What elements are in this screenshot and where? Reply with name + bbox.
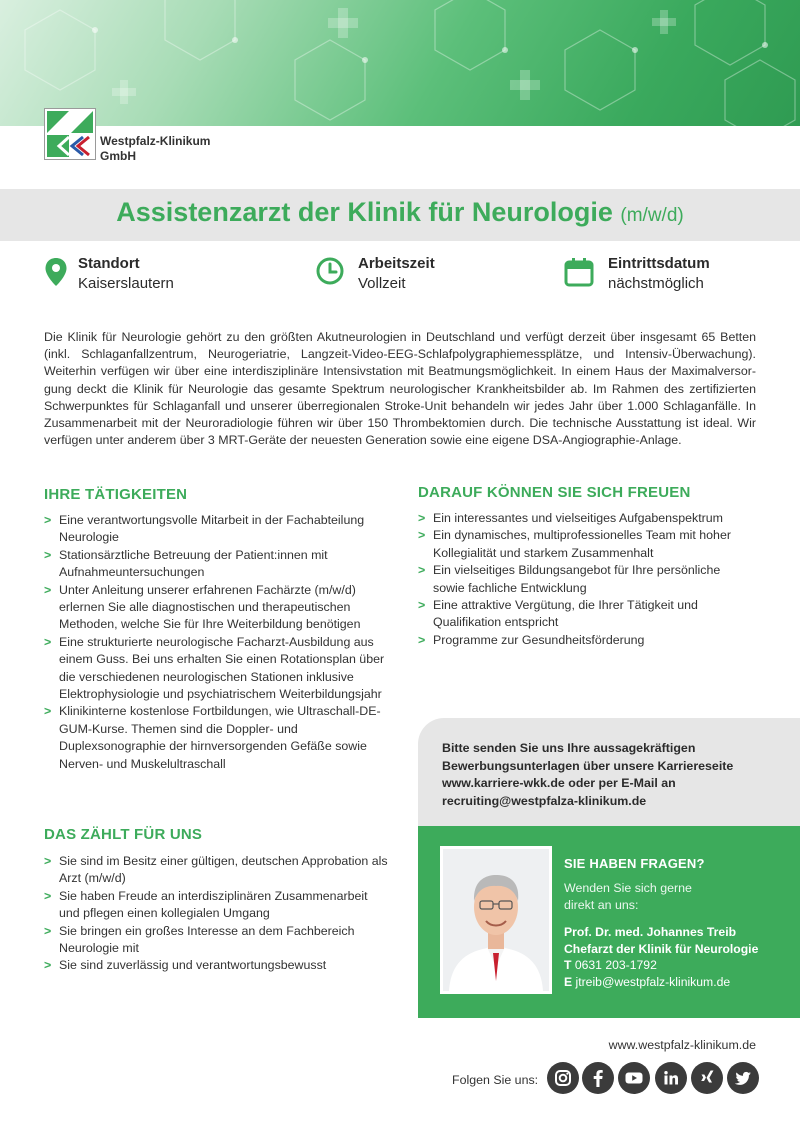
list-item: > Unter Anleitung unserer erfahrenen Fachärzte (m/w/d) erlernen Sie alle diagnostischen und therapeutischen Methoden, welche Sie für Ihre Weiterbildung benötigen bbox=[44, 582, 389, 634]
list-item: > Eine attraktive Vergütung, die Ihrer Tätigkeit und Qualifikation entspricht bbox=[418, 597, 738, 632]
career-link[interactable]: www.karriere-wkk.de oder per E-Mail an bbox=[442, 776, 676, 791]
list-item: > Ein interessantes und vielseitiges Aufgabenspektrum bbox=[418, 510, 738, 527]
hexagon-pattern bbox=[0, 0, 800, 126]
intro-paragraph: Die Klinik für Neurologie gehört zu den größten Akutneurologien in Deutschland und verfügt derzeit über insgesamt 65 Betten (inkl. Schlaganfallzentrum, Neurogeriatrie, Langzeit-Video-EEG-Schlafpolygraphiemessplätze, und Intensiv-Überwachung). Weiterhin verfügen wir über eine interdisziplinäre Intensivstation mit Beatmungsmöglichkeit. In einem Haus der Maximalversorgung deckt die Klinik für Neurologie das gesamte Spektrum neurologischer Krankheitsbilder ab. Im Rahmen des zertifizierten Schwerpunktes für Schlaganfall und unserer überregionalen Stroke-Unit behandeln wir jedes Jahr über 1.000 Schlaganfälle. In Zusammenarbeit mit der Neuroradiologie führen wir über 150 Thrombektomien durch. Die technische Ausstattung ist ideal. Wir verfügen unter anderem über 3 MRT-Geräte der neuesten Generation sowie eine eigene DSA-Angiographie-Anlage. bbox=[44, 330, 756, 448]
contact-subtext-line: direkt an uns: bbox=[564, 898, 639, 913]
twitter-icon[interactable] bbox=[727, 1062, 759, 1094]
fact-label: Eintrittsdatum bbox=[608, 255, 710, 272]
list-item: > Ein vielseitiges Bildungsangebot für Ihre persönliche sowie fachliche Entwicklung bbox=[418, 562, 738, 597]
phone-label: T bbox=[564, 958, 572, 972]
recruiting-email-link[interactable]: recruiting@westpfalza-klinikum.de bbox=[442, 793, 647, 808]
application-text bbox=[442, 740, 782, 810]
list-item: > Programme zur Gesundheitsförderung bbox=[418, 632, 738, 649]
contact-phone[interactable] bbox=[564, 957, 794, 974]
fact-label: Arbeitszeit bbox=[358, 255, 435, 272]
list-item: > Stationsärztliche Betreuung der Patient:innen mit Aufnahmeuntersuchungen bbox=[44, 547, 389, 582]
linkedin-icon[interactable] bbox=[655, 1062, 687, 1094]
section-heading-taetigkeiten: IHRE TÄTIGKEITEN bbox=[44, 486, 188, 503]
list-item: > Sie sind zuverlässig und verantwortungsbewusst bbox=[44, 957, 389, 974]
contact-subtext bbox=[564, 880, 764, 915]
application-line: Bitte senden Sie uns Ihre aussagekräftigen bbox=[442, 741, 696, 755]
job-title-suffix: (m/w/d) bbox=[620, 205, 684, 226]
section-heading-freuen: DARAUF KÖNNEN SIE SICH FREUEN bbox=[418, 484, 691, 501]
website-link[interactable]: www.westpfalz-klinikum.de bbox=[608, 1038, 756, 1052]
youtube-icon[interactable] bbox=[618, 1062, 650, 1094]
instagram-icon[interactable] bbox=[547, 1062, 579, 1094]
fact-label: Standort bbox=[78, 255, 140, 272]
section-heading-zaehlt: DAS ZÄHLT FÜR UNS bbox=[44, 826, 203, 843]
job-title bbox=[0, 197, 800, 228]
fact-value: nächstmöglich bbox=[608, 275, 704, 292]
email-label: E bbox=[564, 974, 573, 989]
logo-mark bbox=[45, 109, 95, 159]
company-name-line1: Westpfalz-Klinikum bbox=[100, 134, 211, 148]
contact-photo bbox=[440, 846, 552, 994]
application-line: Bewerbungsunterlagen über unsere Karriereseite bbox=[442, 758, 734, 773]
header-banner bbox=[0, 0, 800, 126]
company-name bbox=[100, 134, 210, 164]
contact-details bbox=[564, 924, 794, 990]
list-item: > Sie sind im Besitz einer gültigen, deutschen Approbation als Arzt (m/w/d) bbox=[44, 853, 389, 888]
company-name-line2: GmbH bbox=[100, 149, 136, 163]
application-box bbox=[418, 718, 800, 826]
contact-subtext-line: Wenden Sie sich gerne bbox=[564, 881, 692, 895]
contact-role: Chefarzt der Klinik für Neurologie bbox=[564, 941, 759, 956]
clock-icon bbox=[316, 257, 344, 285]
calendar-icon bbox=[564, 257, 594, 287]
contact-box bbox=[418, 826, 800, 1018]
contact-name: Prof. Dr. med. Johannes Treib bbox=[564, 925, 737, 939]
email-address: jtreib@westpfalz-klinikum.de bbox=[575, 974, 731, 989]
company-logo bbox=[44, 108, 96, 160]
list-item: > Eine verantwortungsvolle Mitarbeit in der Fachabteilung Neurologie bbox=[44, 512, 389, 547]
list-item: > Sie haben Freude an interdisziplinären Zusammenarbeit und pflegen einen kollegialen Umgang bbox=[44, 888, 389, 923]
fact-value: Kaiserslautern bbox=[78, 275, 174, 292]
location-pin-icon bbox=[44, 257, 68, 287]
list-item: > Ein dynamisches, multiprofessionelles Team mit hoher Kollegialität und starkem Zusammenhalt bbox=[418, 527, 738, 562]
list-taetigkeiten bbox=[44, 512, 389, 773]
fact-value: Vollzeit bbox=[358, 275, 406, 292]
phone-number: 0631 203-1792 bbox=[574, 958, 657, 972]
list-zaehlt bbox=[44, 853, 389, 975]
xing-icon[interactable] bbox=[691, 1062, 723, 1094]
list-freuen bbox=[418, 510, 738, 649]
portrait-illustration bbox=[443, 849, 549, 991]
facebook-icon[interactable] bbox=[582, 1062, 614, 1094]
contact-heading: SIE HABEN FRAGEN? bbox=[564, 856, 705, 871]
list-item: > Sie bringen ein großes Interesse an dem Fachbereich Neurologie mit bbox=[44, 923, 389, 958]
list-item: > Klinikinterne kostenlose Fortbildungen, wie Ultraschall-DE-GUM-Kurse. Themen sind die Doppler- und Duplexsonographie der hirnversorgenden Gefäße sowie Nerven- und Muskelultraschall bbox=[44, 703, 389, 773]
contact-email[interactable] bbox=[564, 974, 794, 991]
job-title-text: Assistenzarzt der Klinik für Neurologie bbox=[116, 197, 613, 227]
follow-label: Folgen Sie uns: bbox=[452, 1073, 539, 1087]
list-item: > Eine strukturierte neurologische Facharzt-Ausbildung aus einem Guss. Bei uns erhalten Sie einen Rotationsplan über die verschiedenen neurologischen Stationen inklusive Elektrophysiologie und psychiatrischem Weiterbildungsjahr bbox=[44, 634, 389, 704]
